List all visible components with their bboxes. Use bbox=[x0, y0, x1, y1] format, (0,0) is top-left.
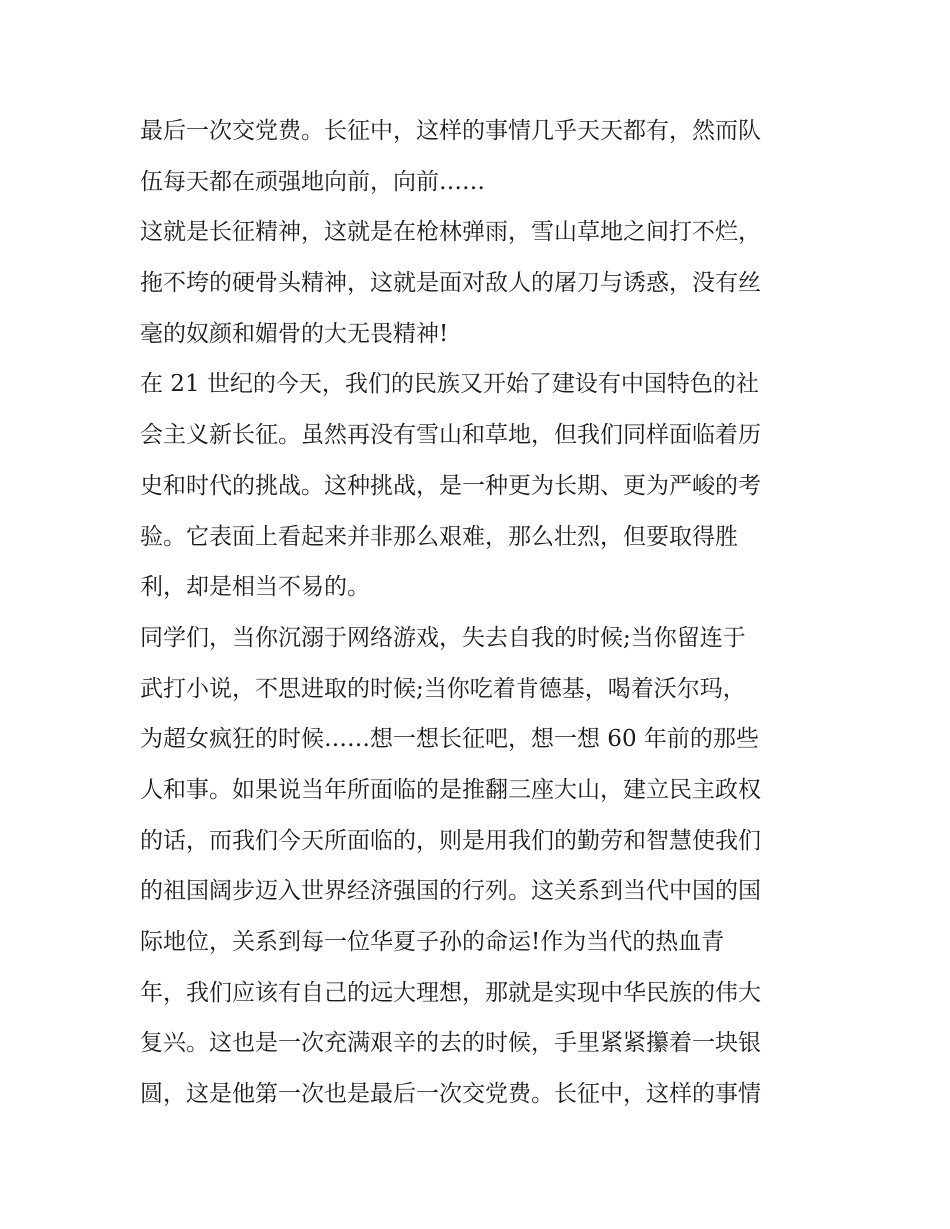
body-text bbox=[140, 106, 830, 1120]
text-line: 圆，这是他第一次也是最后一次交党费。长征中，这样的事情 bbox=[140, 1081, 761, 1108]
text-line: 武打小说，不思进取的时候;当你吃着肯德基，喝着沃尔玛， bbox=[140, 675, 746, 702]
text-line: 毫的奴颜和媚骨的大无畏精神! bbox=[140, 320, 449, 347]
text-line: 伍每天都在顽强地向前，向前…… bbox=[140, 168, 485, 195]
text-line: 在 21 世纪的今天，我们的民族又开始了建设有中国特色的社 bbox=[140, 371, 759, 398]
text-line: 的话，而我们今天所面临的，则是用我们的勤劳和智慧使我们 bbox=[140, 827, 761, 854]
text-line: 这就是长征精神，这就是在枪林弹雨，雪山草地之间打不烂， bbox=[140, 219, 761, 246]
text-line: 史和时代的挑战。这种挑战，是一种更为长期、更为严峻的考 bbox=[140, 472, 761, 499]
text-line: 的祖国阔步迈入世界经济强国的行列。这关系到当代中国的国 bbox=[140, 878, 761, 905]
text-line: 最后一次交党费。长征中，这样的事情几乎天天都有，然而队 bbox=[140, 118, 761, 144]
text-line: 际地位，关系到每一位华夏子孙的命运!作为当代的热血青 bbox=[140, 929, 725, 955]
text-line: 人和事。如果说当年所面临的是推翻三座大山，建立民主政权 bbox=[140, 776, 761, 803]
text-line: 拖不垮的硬骨头精神，这就是面对敌人的屠刀与诱惑，没有丝 bbox=[140, 270, 761, 297]
text-line: 利，却是相当不易的。 bbox=[140, 574, 370, 601]
text-line: 验。它表面上看起来并非那么艰难，那么壮烈，但要取得胜 bbox=[140, 523, 738, 550]
text-line: 同学们，当你沉溺于网络游戏，失去自我的时候;当你留连于 bbox=[140, 624, 746, 651]
text-line: 年，我们应该有自己的远大理想，那就是实现中华民族的伟大 bbox=[140, 979, 761, 1006]
text-line: 复兴。这也是一次充满艰辛的去的时候，手里紧紧攥着一块银 bbox=[140, 1030, 761, 1057]
text-line: 为超女疯狂的时候……想一想长征吧，想一想 60 年前的那些 bbox=[140, 726, 759, 753]
text-line: 会主义新长征。虽然再没有雪山和草地，但我们同样面临着历 bbox=[140, 422, 761, 449]
